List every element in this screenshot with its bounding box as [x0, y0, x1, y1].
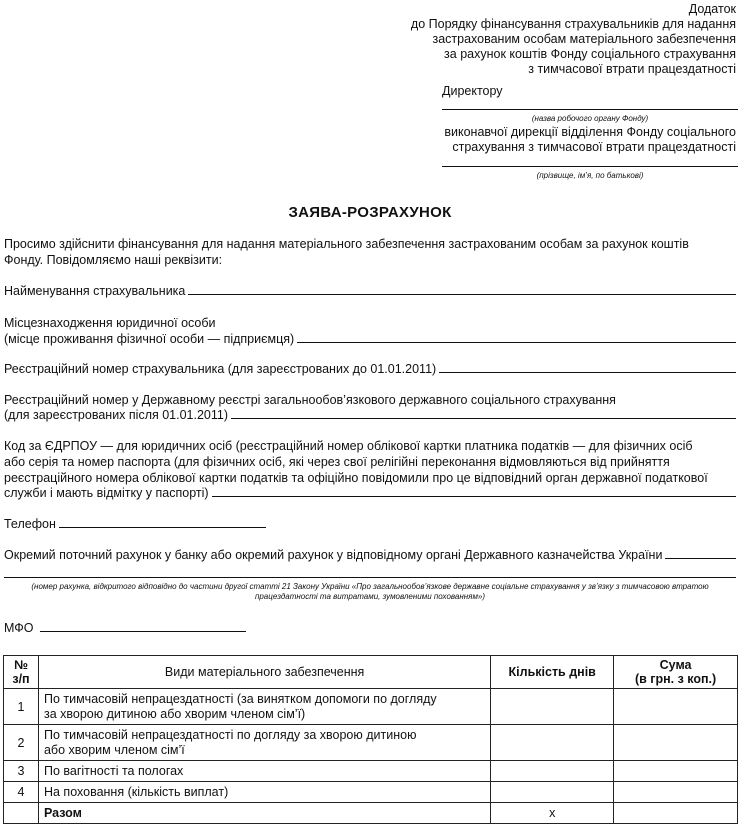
- edrpou-label: [4, 438, 708, 486]
- total-num: [4, 803, 39, 824]
- header-sum: [614, 656, 738, 689]
- header-num-line: №: [14, 658, 28, 672]
- edrpou-line: служби і мають відмітку у паспорті): [4, 486, 209, 500]
- row-days-cell[interactable]: [491, 761, 614, 782]
- account-field[interactable]: [4, 548, 736, 562]
- table-row: [4, 761, 738, 782]
- appendix-line: з тимчасової втрати працездатності: [528, 62, 736, 76]
- phone-label: Телефон: [4, 517, 56, 531]
- appendix-block: [411, 2, 736, 77]
- reg-new-label-1: Реєстраційний номер у Державному реєстрі загальнообов’язкового державного соціального страхування: [4, 393, 616, 407]
- location-label-2: (місце проживання фізичної особи — підприємця): [4, 332, 295, 346]
- header-sum-line: Сума: [659, 658, 692, 672]
- row-kind-line: По тимчасовій непрацездатності по догляду за хворою дитиною: [43, 727, 417, 742]
- row-kind-line: або хворим членом сім’ї: [43, 742, 185, 757]
- table-row: [4, 725, 738, 761]
- account-note-line: працездатності та витратами, зумовленими похованням»): [254, 592, 486, 601]
- table-row: [4, 782, 738, 803]
- mfo-field[interactable]: [4, 621, 246, 635]
- table-header-row: [4, 656, 738, 689]
- edrpou-field[interactable]: [4, 486, 736, 500]
- reg-new-label-2: (для зареєстрованих після 01.01.2011): [4, 408, 229, 422]
- total-sum-cell[interactable]: [614, 803, 738, 824]
- total-label: Разом: [38, 803, 490, 824]
- row-days-cell[interactable]: [491, 689, 614, 725]
- edrpou-line: реєстраційного номера облікової картки податків та офіційно повідомили про це відповідний орган державної податкової: [4, 471, 708, 485]
- intro-line: Фонду. Повідомляємо наші реквізити:: [4, 253, 223, 267]
- location-field[interactable]: [4, 332, 736, 346]
- header-days: Кількість днів: [491, 656, 614, 689]
- row-sum-cell[interactable]: [614, 725, 738, 761]
- account-number-line[interactable]: [4, 577, 736, 578]
- director-name-line[interactable]: [442, 109, 738, 110]
- row-sum-cell[interactable]: [614, 782, 738, 803]
- mfo-label: МФО: [4, 621, 34, 635]
- location-label-1: Місцезнаходження юридичної особи: [4, 316, 216, 330]
- row-kind: [38, 689, 490, 725]
- edrpou-line: Код за ЄДРПОУ — для юридичних осіб (реєстраційний номер облікової картки платника податків — для фізичних осіб: [4, 439, 693, 453]
- row-sum-cell[interactable]: [614, 689, 738, 725]
- row-kind: [38, 725, 490, 761]
- org-caption: (назва робочого органу Фонду): [531, 114, 649, 123]
- intro-text: [4, 236, 689, 268]
- insurer-name-label: Найменування страхувальника: [4, 284, 186, 298]
- header-sum-line: (в грн. з коп.): [634, 672, 717, 686]
- row-days-cell[interactable]: [491, 782, 614, 803]
- name-caption: (прізвище, ім’я, по батькові): [536, 171, 644, 180]
- header-num: [4, 656, 39, 689]
- row-kind-line: По тимчасовій непрацездатності (за винятком допомоги по догляду: [43, 691, 437, 706]
- appendix-line: до Порядку фінансування страхувальників для надання: [410, 17, 736, 31]
- row-kind: По вагітності та пологах: [38, 761, 490, 782]
- row-num: 1: [4, 689, 39, 725]
- row-kind-line: за хворою дитиною або хворим членом сім’ї): [43, 706, 306, 721]
- phone-field[interactable]: [4, 517, 266, 531]
- intro-line: Просимо здійснити фінансування для надання матеріального забезпечення застрахованим особам за рахунок коштів: [4, 237, 689, 251]
- account-note-line: (номер рахунка, відкритого відповідно до частини другої статті 21 Закону України «Про загальнообов’язкове державне соціальне страхування у зв’язку з тимчасовою втратою: [31, 582, 709, 591]
- table-total-row: [4, 803, 738, 824]
- row-sum-cell[interactable]: [614, 761, 738, 782]
- reg-new-field[interactable]: [4, 408, 736, 422]
- row-days-cell[interactable]: [491, 725, 614, 761]
- row-num: 4: [4, 782, 39, 803]
- org-block: [444, 125, 736, 155]
- insurer-name-field[interactable]: [4, 284, 736, 298]
- edrpou-line: або серія та номер паспорта (для фізичних осіб, які через свої релігійні переконання відмовляються від прийняття: [4, 455, 670, 469]
- table-row: [4, 689, 738, 725]
- director-label: Директору: [442, 84, 503, 98]
- org-line: виконавчої дирекції відділення Фонду соціального: [444, 125, 736, 139]
- header-num-line: з/п: [12, 672, 30, 686]
- document-title: ЗАЯВА-РОЗРАХУНОК: [288, 204, 452, 221]
- row-num: 3: [4, 761, 39, 782]
- header-kind: Види матеріального забезпечення: [38, 656, 490, 689]
- benefits-table: [3, 655, 738, 824]
- row-num: 2: [4, 725, 39, 761]
- director-fullname-line[interactable]: [442, 166, 738, 167]
- reg-old-label: Реєстраційний номер страхувальника (для зареєстрованих до 01.01.2011): [4, 362, 437, 376]
- account-note: [0, 582, 740, 602]
- row-kind: На поховання (кількість виплат): [38, 782, 490, 803]
- appendix-line: за рахунок коштів Фонду соціального страхування: [444, 47, 736, 61]
- account-label: Окремий поточний рахунок у банку або окремий рахунок у відповідному органі Державного казначейства України: [4, 548, 663, 562]
- appendix-line: застрахованим особам матеріального забезпечення: [432, 32, 736, 46]
- org-line: страхування з тимчасової втрати працездатності: [452, 140, 736, 154]
- total-days: x: [491, 803, 614, 824]
- appendix-title: Додаток: [688, 2, 736, 16]
- reg-old-field[interactable]: [4, 362, 736, 376]
